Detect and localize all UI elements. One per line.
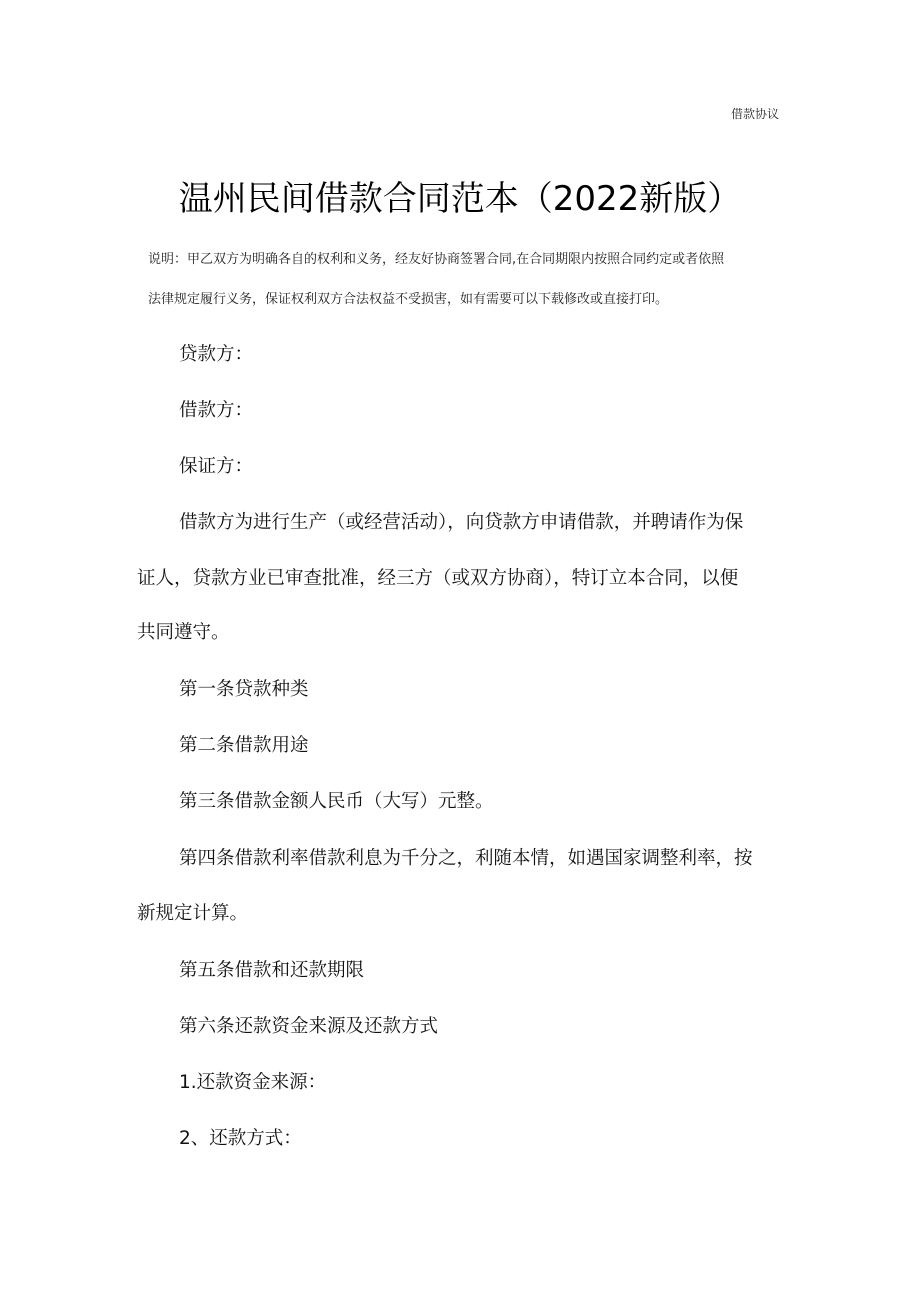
- article-1: 第一条贷款种类: [179, 679, 309, 700]
- repayment-source-item: 1.还款资金来源：: [179, 1072, 327, 1093]
- explanation-line-2: 法律规定履行义务，保证权利双方合法权益不受损害，如有需要可以下载修改或直接打印。: [148, 292, 669, 307]
- explanation-line-1: 说明：甲乙双方为明确各自的权利和义务，经友好协商签署合同,在合同期限内按照合同约定或者依照: [148, 252, 725, 267]
- article-3: 第三条借款金额人民币（大写）元整。: [179, 791, 494, 812]
- article-4-line-1: 第四条借款利率借款利息为千分之，利随本情，如遇国家调整利率，按: [179, 848, 753, 869]
- guarantor-field: 保证方：: [179, 456, 254, 477]
- article-5: 第五条借款和还款期限: [179, 960, 365, 981]
- article-4-line-2: 新规定计算。: [137, 903, 249, 924]
- intro-line-2: 证人，贷款方业已审查批准，经三方（或双方协商），特订立本合同，以便: [137, 568, 739, 589]
- intro-line-1: 借款方为进行生产（或经营活动），向贷款方申请借款，并聘请作为保: [179, 512, 744, 533]
- intro-line-3: 共同遵守。: [137, 622, 230, 643]
- article-6: 第六条还款资金来源及还款方式: [179, 1016, 439, 1037]
- article-2: 第二条借款用途: [179, 735, 309, 756]
- document-title: 温州民间借款合同范本（2022新版）: [178, 179, 742, 219]
- lender-field: 贷款方：: [179, 344, 254, 365]
- running-header: 借款协议: [731, 107, 780, 121]
- repayment-method-item: 2、还款方式：: [179, 1128, 302, 1149]
- borrower-field: 借款方：: [179, 400, 254, 421]
